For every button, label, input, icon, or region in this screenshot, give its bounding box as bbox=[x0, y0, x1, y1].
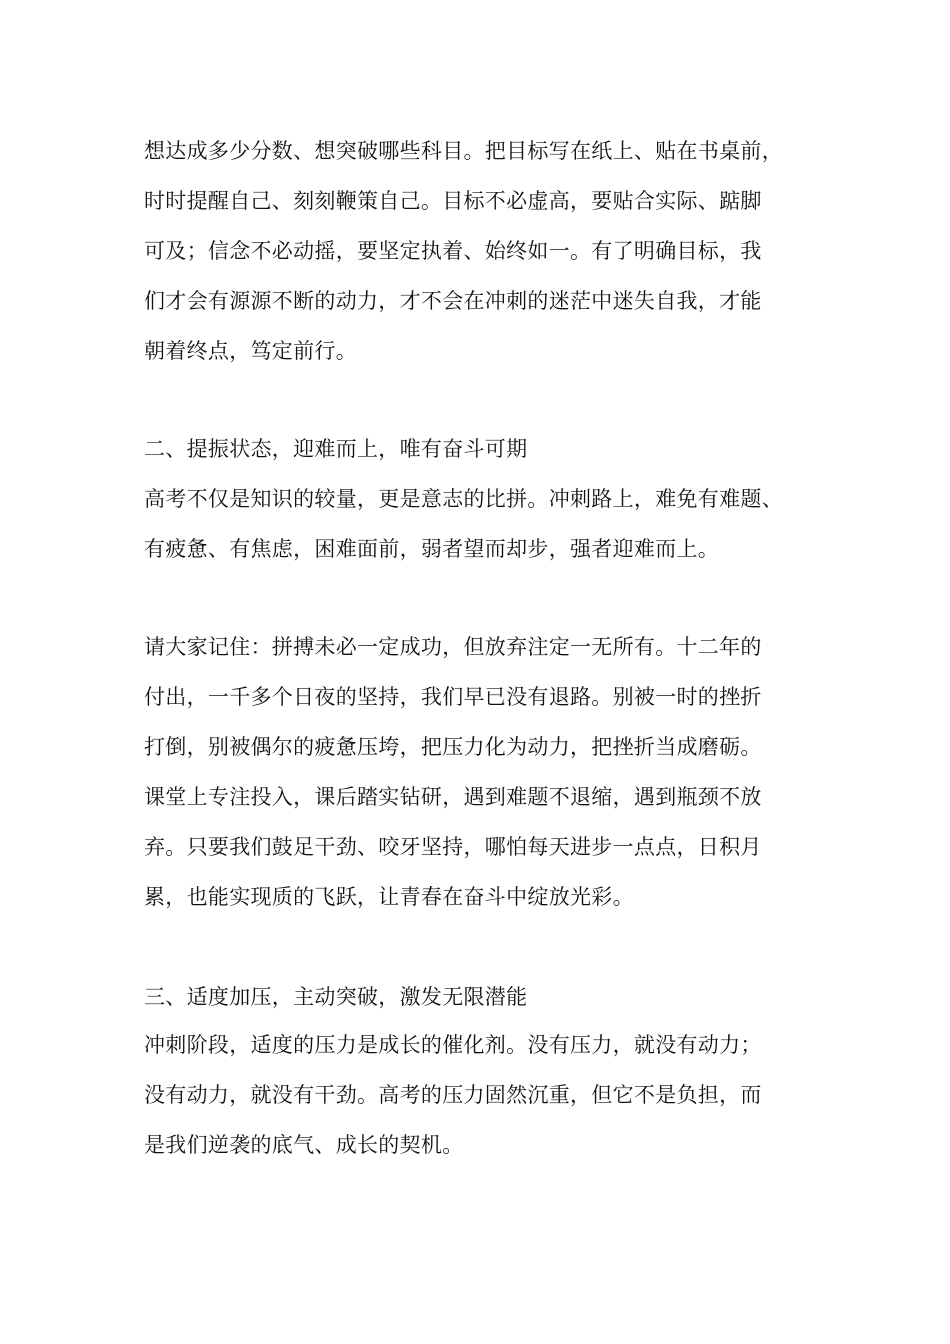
paragraph-4-line-1: 冲刺阶段，适度的压力是成长的催化剂。没有压力，就没有动力； bbox=[144, 1033, 762, 1057]
paragraph-1-line-1: 想达成多少分数、想突破哪些科目。把目标写在纸上、贴在书桌前， bbox=[144, 139, 783, 163]
paragraph-1-line-2: 时时提醒自己、刻刻鞭策自己。目标不必虚高，要贴合实际、踮脚 bbox=[144, 189, 762, 213]
section-heading-2: 二、提振状态，迎难而上，唯有奋斗可期 bbox=[144, 437, 528, 461]
paragraph-3-line-3: 打倒，别被偶尔的疲惫压垮，把压力化为动力，把挫折当成磨砺。 bbox=[144, 735, 762, 759]
paragraph-1-line-5: 朝着终点，笃定前行。 bbox=[144, 339, 357, 363]
paragraph-2-line-2: 有疲惫、有焦虑，困难面前，弱者望而却步，强者迎难而上。 bbox=[144, 537, 720, 561]
paragraph-3-line-4: 课堂上专注投入，课后踏实钻研，遇到难题不退缩，遇到瓶颈不放 bbox=[144, 785, 762, 809]
paragraph-4-line-2: 没有动力，就没有干劲。高考的压力固然沉重，但它不是负担，而 bbox=[144, 1083, 762, 1107]
paragraph-4-line-3: 是我们逆袭的底气、成长的契机。 bbox=[144, 1133, 464, 1157]
paragraph-2-line-1: 高考不仅是知识的较量，更是意志的比拼。冲刺路上，难免有难题、 bbox=[144, 487, 783, 511]
paragraph-1-line-4: 们才会有源源不断的动力，才不会在冲刺的迷茫中迷失自我，才能 bbox=[144, 289, 762, 313]
section-heading-3: 三、适度加压，主动突破，激发无限潜能 bbox=[144, 985, 528, 1009]
paragraph-3-line-1: 请大家记住：拼搏未必一定成功，但放弃注定一无所有。十二年的 bbox=[144, 635, 762, 659]
paragraph-3-line-5: 弃。只要我们鼓足干劲、咬牙坚持，哪怕每天进步一点点，日积月 bbox=[144, 835, 762, 859]
paragraph-1-line-3: 可及；信念不必动摇，要坚定执着、始终如一。有了明确目标，我 bbox=[144, 239, 762, 263]
paragraph-3-line-2: 付出，一千多个日夜的坚持，我们早已没有退路。别被一时的挫折 bbox=[144, 685, 762, 709]
paragraph-3-line-6: 累，也能实现质的飞跃，让青春在奋斗中绽放光彩。 bbox=[144, 885, 634, 909]
